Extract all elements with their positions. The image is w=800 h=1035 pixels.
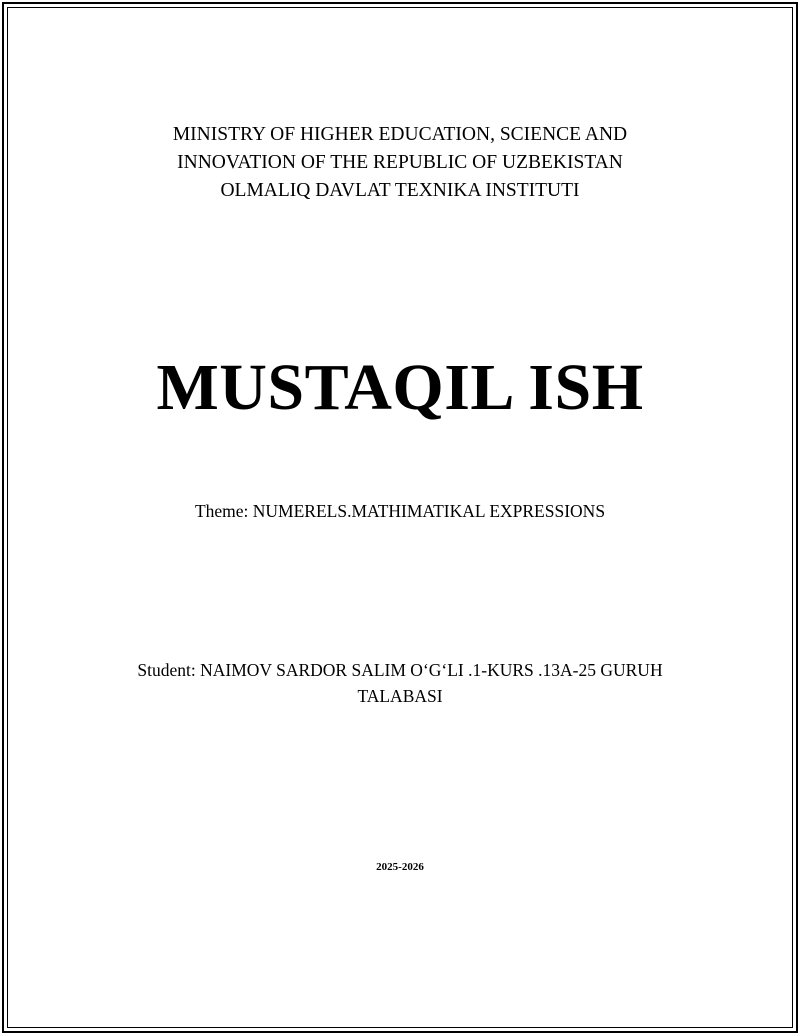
student-line-name: Student: NAIMOV SARDOR SALIM O‘G‘LI .1-KURS .13A-25 GURUH (137, 660, 663, 680)
header-line-republic: INNOVATION OF THE REPUBLIC OF UZBEKISTAN (177, 152, 623, 173)
theme-line: Theme: NUMERELS.MATHIMATIKAL EXPRESSIONS (194, 501, 606, 521)
student-info (100, 657, 700, 709)
student-line-status: TALABASI (357, 686, 443, 706)
academic-year: 2025-2026 (376, 861, 424, 873)
document-title: MUSTAQIL ISH (156, 351, 644, 424)
header-line-ministry: MINISTRY OF HIGHER EDUCATION, SCIENCE AND (172, 124, 628, 145)
header-line-institute: OLMALIQ DAVLAT TEXNIKA INSTITUTI (220, 180, 580, 201)
institution-header (0, 121, 800, 205)
